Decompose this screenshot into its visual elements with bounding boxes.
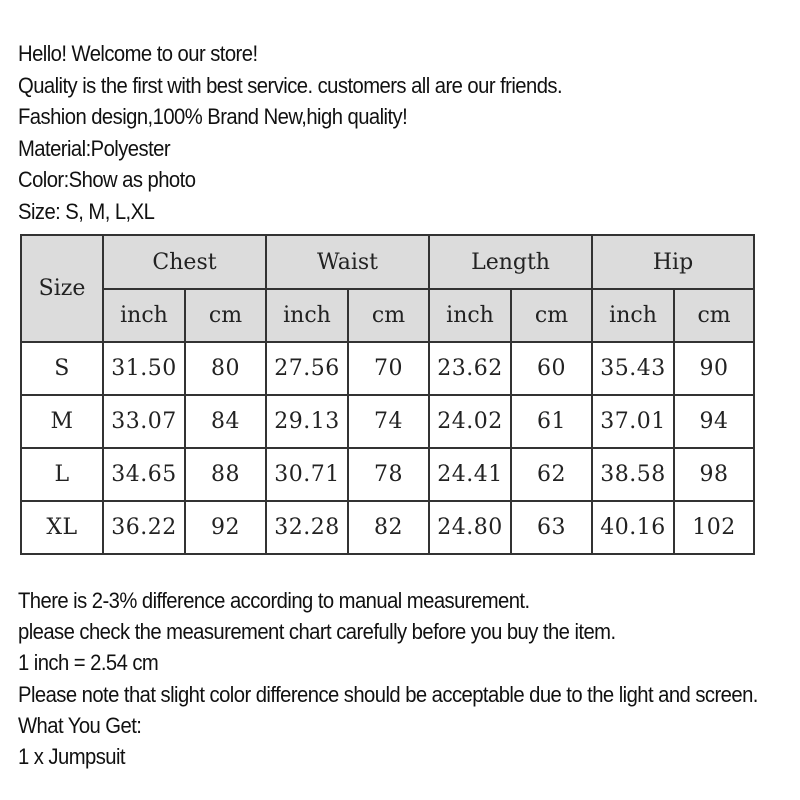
chest-header: Chest — [103, 235, 266, 289]
table-cell: 60 — [511, 342, 592, 395]
waist-header: Waist — [266, 235, 429, 289]
table-cell: 23.62 — [429, 342, 511, 395]
hip-header: Hip — [592, 235, 754, 289]
check-chart-note: please check the measurement chart carefully before you buy the item. — [18, 619, 616, 645]
what-you-get-label: What You Get: — [18, 712, 142, 738]
table-cell: 78 — [348, 448, 429, 501]
table-cell: 74 — [348, 395, 429, 448]
table-cell: 90 — [674, 342, 754, 395]
size-header: Size — [21, 235, 103, 342]
intro-text — [18, 38, 788, 228]
size-cell: XL — [21, 501, 103, 554]
table-row — [21, 448, 754, 501]
table-cell: 33.07 — [103, 395, 185, 448]
table-cell: 32.28 — [266, 501, 348, 554]
table-cell: 27.56 — [266, 342, 348, 395]
table-cell: 98 — [674, 448, 754, 501]
notes-text — [18, 585, 788, 772]
table-cell: 102 — [674, 501, 754, 554]
header-row-units — [21, 289, 754, 342]
table-row — [21, 342, 754, 395]
table-cell: 34.65 — [103, 448, 185, 501]
table-cell: 92 — [185, 501, 266, 554]
unit-header: cm — [674, 289, 754, 342]
table-cell: 84 — [185, 395, 266, 448]
table-cell: 38.58 — [592, 448, 674, 501]
table-cell: 63 — [511, 501, 592, 554]
size-cell: L — [21, 448, 103, 501]
package-content: 1 x Jumpsuit — [18, 743, 125, 769]
table-cell: 37.01 — [592, 395, 674, 448]
unit-header: inch — [592, 289, 674, 342]
unit-header: cm — [348, 289, 429, 342]
table-row — [21, 395, 754, 448]
table-cell: 80 — [185, 342, 266, 395]
size-line: Size: S, M, L,XL — [18, 198, 155, 224]
size-cell: M — [21, 395, 103, 448]
table-cell: 24.02 — [429, 395, 511, 448]
header-row-groups — [21, 235, 754, 289]
material-line: Material:Polyester — [18, 135, 171, 161]
table-row — [21, 501, 754, 554]
length-header: Length — [429, 235, 592, 289]
unit-header: cm — [185, 289, 266, 342]
quality-line: Quality is the first with best service. customers all are our friends. — [18, 72, 563, 98]
fashion-line: Fashion design,100% Brand New,high quality! — [18, 104, 408, 130]
unit-header: inch — [429, 289, 511, 342]
table-cell: 36.22 — [103, 501, 185, 554]
table-cell: 40.16 — [592, 501, 674, 554]
table-cell: 70 — [348, 342, 429, 395]
size-chart-table — [20, 234, 755, 555]
table-cell: 62 — [511, 448, 592, 501]
unit-header: inch — [103, 289, 185, 342]
table-cell: 29.13 — [266, 395, 348, 448]
table-cell: 35.43 — [592, 342, 674, 395]
table-cell: 94 — [674, 395, 754, 448]
table-cell: 30.71 — [266, 448, 348, 501]
table-cell: 82 — [348, 501, 429, 554]
unit-header: inch — [266, 289, 348, 342]
color-difference-note: Please note that slight color difference should be acceptable due to the light and screen. — [18, 681, 758, 707]
color-line: Color:Show as photo — [18, 167, 196, 193]
table-cell: 31.50 — [103, 342, 185, 395]
conversion-note: 1 inch = 2.54 cm — [18, 650, 159, 676]
table-cell: 88 — [185, 448, 266, 501]
unit-header: cm — [511, 289, 592, 342]
greeting-line: Hello! Welcome to our store! — [18, 41, 258, 66]
size-cell: S — [21, 342, 103, 395]
table-cell: 24.41 — [429, 448, 511, 501]
difference-note: There is 2-3% difference according to manual measurement. — [18, 588, 530, 613]
table-cell: 61 — [511, 395, 592, 448]
table-cell: 24.80 — [429, 501, 511, 554]
